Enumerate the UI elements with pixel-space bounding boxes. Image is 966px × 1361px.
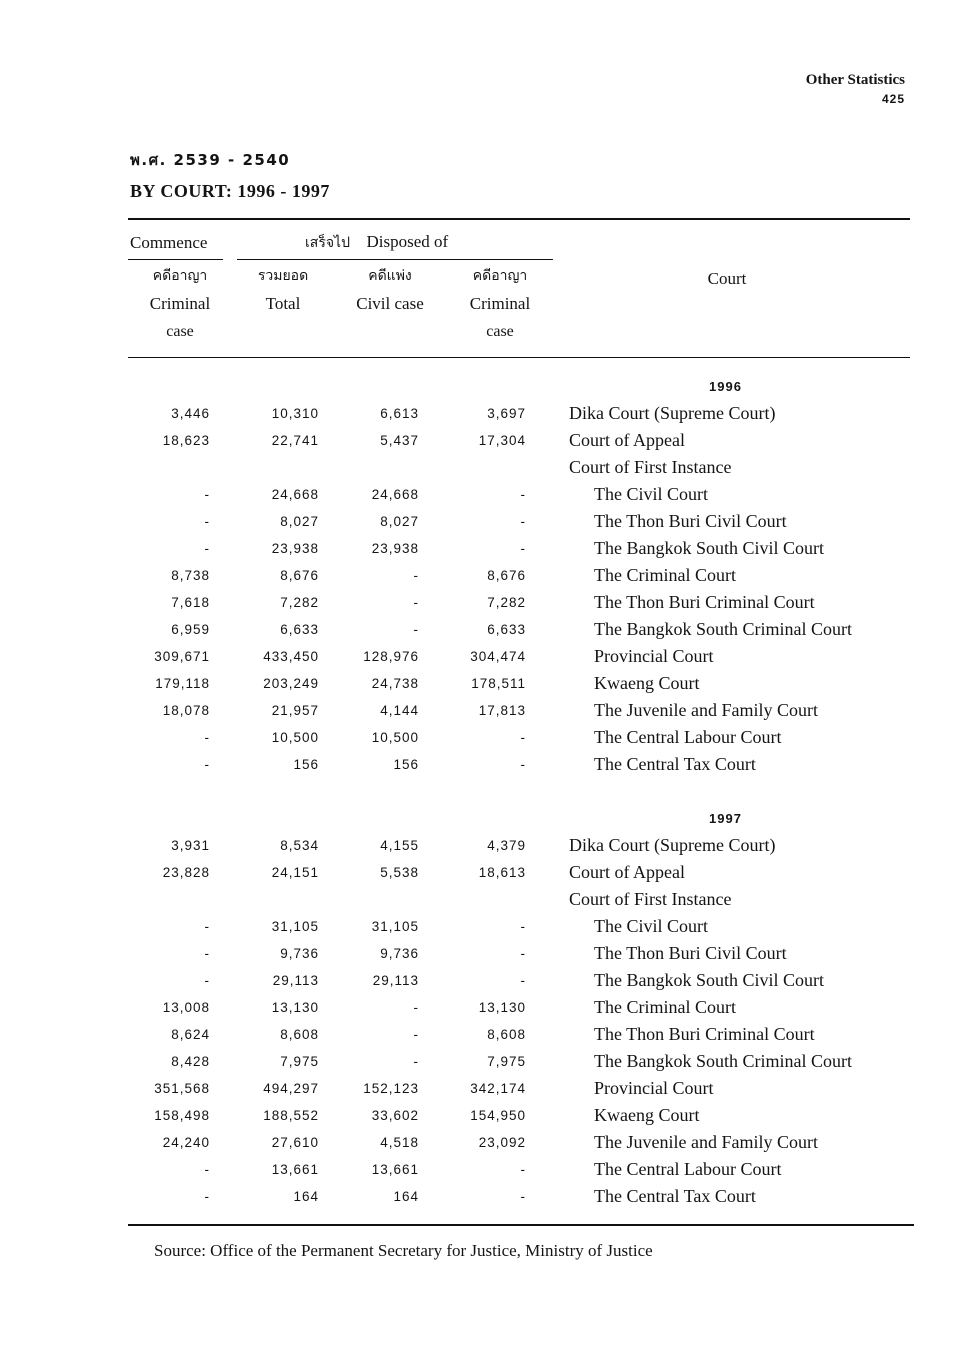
cell-disposed-criminal: - bbox=[520, 919, 526, 934]
cell-disposed-criminal: - bbox=[520, 730, 526, 745]
cell-court-name: The Bangkok South Criminal Court bbox=[594, 1051, 852, 1071]
cell-court-name: The Thon Buri Criminal Court bbox=[594, 592, 815, 612]
cell-total: 24,151 bbox=[271, 865, 319, 880]
cell-commence-criminal: - bbox=[204, 1162, 210, 1177]
cell-court-name: The Bangkok South Civil Court bbox=[594, 538, 825, 558]
cell-total: 8,676 bbox=[280, 568, 319, 583]
cell-court-name: Court of First Instance bbox=[569, 457, 732, 477]
cell-commence-criminal: 3,931 bbox=[171, 838, 210, 853]
cell-court-name: The Criminal Court bbox=[594, 997, 736, 1017]
cell-civil-case: 24,738 bbox=[371, 676, 419, 691]
cell-disposed-criminal: 8,676 bbox=[487, 568, 526, 583]
cell-commence-criminal: - bbox=[204, 757, 210, 772]
table-row bbox=[0, 454, 966, 481]
cell-disposed-criminal: 304,474 bbox=[470, 649, 526, 664]
table-row bbox=[0, 1183, 966, 1210]
table-row bbox=[0, 1021, 966, 1048]
cell-civil-case: 8,027 bbox=[380, 514, 419, 529]
cell-court-name: Dika Court (Supreme Court) bbox=[569, 835, 776, 855]
table-row bbox=[0, 940, 966, 967]
cell-disposed-criminal: - bbox=[520, 1189, 526, 1204]
cell-commence-criminal: 309,671 bbox=[154, 649, 210, 664]
cell-civil-case: 23,938 bbox=[371, 541, 419, 556]
header-disposed-thai: เสร็จไป bbox=[305, 235, 350, 251]
cell-court-name: The Criminal Court bbox=[594, 565, 736, 585]
table-row bbox=[0, 913, 966, 940]
table-row bbox=[0, 616, 966, 643]
cell-total: 164 bbox=[293, 1189, 319, 1204]
cell-civil-case: 4,518 bbox=[380, 1135, 419, 1150]
table-row bbox=[0, 724, 966, 751]
header-disposed-english: Disposed of bbox=[366, 232, 449, 251]
cell-total: 9,736 bbox=[280, 946, 319, 961]
source-note: Source: Office of the Permanent Secretary for Justice, Ministry of Justice bbox=[154, 1241, 653, 1260]
table-row bbox=[0, 994, 966, 1021]
cell-court-name: The Juvenile and Family Court bbox=[594, 1132, 818, 1152]
cell-disposed-criminal: 342,174 bbox=[470, 1081, 526, 1096]
year-label: 1997 bbox=[709, 811, 742, 826]
cell-commence-criminal: 24,240 bbox=[162, 1135, 210, 1150]
cell-disposed-criminal: - bbox=[520, 541, 526, 556]
cell-court-name: The Bangkok South Civil Court bbox=[594, 970, 825, 990]
cell-commence-criminal: 158,498 bbox=[154, 1108, 210, 1123]
cell-total: 188,552 bbox=[263, 1108, 319, 1123]
cell-total: 8,534 bbox=[280, 838, 319, 853]
cell-civil-case: 9,736 bbox=[380, 946, 419, 961]
cell-total: 8,608 bbox=[280, 1027, 319, 1042]
cell-disposed-criminal: - bbox=[520, 514, 526, 529]
cell-disposed-criminal: - bbox=[520, 757, 526, 772]
cell-civil-case: 33,602 bbox=[371, 1108, 419, 1123]
cell-disposed-criminal: - bbox=[520, 487, 526, 502]
table-row bbox=[0, 535, 966, 562]
page-header bbox=[806, 70, 905, 108]
cell-court-name: The Central Tax Court bbox=[594, 1186, 756, 1206]
cell-disposed-criminal: 17,304 bbox=[478, 433, 526, 448]
cell-commence-criminal: 7,618 bbox=[171, 595, 210, 610]
cell-total: 29,113 bbox=[272, 973, 319, 988]
cell-total: 27,610 bbox=[271, 1135, 319, 1150]
cell-disposed-criminal: 6,633 bbox=[487, 622, 526, 637]
header-bottom-rule bbox=[128, 357, 910, 358]
cell-court-name: Kwaeng Court bbox=[594, 1105, 700, 1125]
cell-court-name: The Juvenile and Family Court bbox=[594, 700, 818, 720]
cell-total: 7,975 bbox=[280, 1054, 319, 1069]
cell-civil-case: 6,613 bbox=[380, 406, 419, 421]
cell-commence-criminal: 8,428 bbox=[171, 1054, 210, 1069]
cell-civil-case: - bbox=[413, 1000, 419, 1015]
cell-court-name: Provincial Court bbox=[594, 1078, 714, 1098]
table-row bbox=[0, 481, 966, 508]
table-row bbox=[0, 1048, 966, 1075]
table-row bbox=[0, 643, 966, 670]
table-row bbox=[0, 751, 966, 778]
header-commence: Commence bbox=[130, 233, 208, 252]
cell-commence-criminal: 23,828 bbox=[162, 865, 210, 880]
cell-civil-case: 29,113 bbox=[372, 973, 419, 988]
cell-commence-criminal: - bbox=[204, 730, 210, 745]
cell-commence-criminal: 6,959 bbox=[171, 622, 210, 637]
table-row bbox=[0, 1156, 966, 1183]
header-commence-criminal: คดีอาญา Criminal case bbox=[149, 268, 211, 340]
table-row bbox=[0, 859, 966, 886]
table-row bbox=[0, 1102, 966, 1129]
header-commence-rule bbox=[128, 259, 223, 260]
cell-civil-case: 128,976 bbox=[363, 649, 419, 664]
cell-court-name: The Bangkok South Criminal Court bbox=[594, 619, 852, 639]
cell-civil-case: 164 bbox=[393, 1189, 419, 1204]
cell-civil-case: - bbox=[413, 1027, 419, 1042]
cell-court-name: Court of First Instance bbox=[569, 889, 732, 909]
cell-total: 22,741 bbox=[271, 433, 319, 448]
cell-total: 10,500 bbox=[271, 730, 319, 745]
cell-civil-case: 24,668 bbox=[371, 487, 419, 502]
cell-civil-case: 13,661 bbox=[371, 1162, 419, 1177]
cell-civil-case: - bbox=[413, 1054, 419, 1069]
cell-court-name: Court of Appeal bbox=[569, 430, 685, 450]
cell-commence-criminal: - bbox=[204, 946, 210, 961]
header-court: Court bbox=[707, 269, 747, 288]
cell-disposed-criminal: 3,697 bbox=[487, 406, 526, 421]
header-civil-case: คดีแพ่ง Civil case bbox=[356, 268, 424, 313]
cell-total: 13,130 bbox=[271, 1000, 319, 1015]
table-row bbox=[0, 886, 966, 913]
cell-total: 8,027 bbox=[280, 514, 319, 529]
cell-total: 6,633 bbox=[280, 622, 319, 637]
header-disposed-criminal: คดีอาญา Criminal case bbox=[469, 268, 531, 340]
cell-total: 203,249 bbox=[263, 676, 319, 691]
cell-civil-case: 31,105 bbox=[371, 919, 419, 934]
cell-disposed-criminal: 23,092 bbox=[478, 1135, 526, 1150]
title-english: BY COURT: 1996 - 1997 bbox=[130, 181, 330, 201]
cell-total: 494,297 bbox=[263, 1081, 319, 1096]
table-row bbox=[0, 427, 966, 454]
table-row bbox=[0, 562, 966, 589]
table-row bbox=[0, 670, 966, 697]
cell-commence-criminal: - bbox=[204, 514, 210, 529]
cell-civil-case: 4,155 bbox=[380, 838, 419, 853]
cell-commence-criminal: 351,568 bbox=[154, 1081, 210, 1096]
cell-civil-case: 156 bbox=[393, 757, 419, 772]
cell-total: 433,450 bbox=[263, 649, 319, 664]
cell-commence-criminal: - bbox=[204, 541, 210, 556]
cell-total: 24,668 bbox=[271, 487, 319, 502]
cell-civil-case: - bbox=[413, 595, 419, 610]
cell-disposed-criminal: 13,130 bbox=[478, 1000, 526, 1015]
cell-court-name: The Thon Buri Civil Court bbox=[594, 943, 787, 963]
cell-civil-case: 152,123 bbox=[363, 1081, 419, 1096]
year-label: 1996 bbox=[709, 379, 742, 394]
cell-disposed-criminal: - bbox=[520, 1162, 526, 1177]
cell-commence-criminal: 3,446 bbox=[171, 406, 210, 421]
table-row bbox=[0, 1129, 966, 1156]
cell-court-name: Dika Court (Supreme Court) bbox=[569, 403, 776, 423]
cell-commence-criminal: 179,118 bbox=[155, 676, 210, 691]
cell-total: 23,938 bbox=[271, 541, 319, 556]
cell-disposed-criminal: 18,613 bbox=[478, 865, 526, 880]
table-titles bbox=[130, 146, 330, 208]
cell-commence-criminal: 13,008 bbox=[162, 1000, 210, 1015]
cell-civil-case: - bbox=[413, 568, 419, 583]
cell-civil-case: 5,538 bbox=[380, 865, 419, 880]
title-thai: พ.ศ. 2539 - 2540 bbox=[130, 151, 291, 169]
cell-disposed-criminal: - bbox=[520, 973, 526, 988]
table-row bbox=[0, 508, 966, 535]
table-bottom-rule bbox=[128, 1224, 914, 1226]
cell-disposed-criminal: 4,379 bbox=[487, 838, 526, 853]
cell-disposed-criminal: 7,975 bbox=[487, 1054, 526, 1069]
table-row bbox=[0, 400, 966, 427]
table-row bbox=[0, 967, 966, 994]
cell-disposed-criminal: 8,608 bbox=[487, 1027, 526, 1042]
cell-commence-criminal: - bbox=[204, 973, 210, 988]
cell-commence-criminal: 18,078 bbox=[162, 703, 210, 718]
cell-civil-case: 5,437 bbox=[380, 433, 419, 448]
cell-disposed-criminal: 154,950 bbox=[470, 1108, 526, 1123]
table-row bbox=[0, 589, 966, 616]
page-number: 425 bbox=[881, 92, 905, 106]
table-row bbox=[0, 832, 966, 859]
cell-total: 7,282 bbox=[280, 595, 319, 610]
cell-civil-case: - bbox=[413, 622, 419, 637]
cell-court-name: The Civil Court bbox=[594, 916, 708, 936]
cell-commence-criminal: - bbox=[204, 919, 210, 934]
cell-total: 13,661 bbox=[271, 1162, 319, 1177]
header-disposed-rule bbox=[237, 259, 553, 260]
cell-total: 156 bbox=[293, 757, 319, 772]
cell-disposed-criminal: - bbox=[520, 946, 526, 961]
cell-total: 31,105 bbox=[271, 919, 319, 934]
cell-total: 21,957 bbox=[271, 703, 319, 718]
section-title: Other Statistics bbox=[805, 72, 905, 88]
cell-court-name: The Civil Court bbox=[594, 484, 708, 504]
cell-total: 10,310 bbox=[271, 406, 319, 421]
cell-court-name: The Central Tax Court bbox=[594, 754, 756, 774]
cell-court-name: The Thon Buri Civil Court bbox=[594, 511, 787, 531]
cell-commence-criminal: 18,623 bbox=[162, 433, 210, 448]
cell-court-name: The Thon Buri Criminal Court bbox=[594, 1024, 815, 1044]
cell-commence-criminal: 8,624 bbox=[171, 1027, 210, 1042]
header-total: รวมยอด Total bbox=[257, 268, 309, 313]
cell-civil-case: 4,144 bbox=[380, 703, 419, 718]
cell-commence-criminal: 8,738 bbox=[171, 568, 210, 583]
table-top-rule bbox=[128, 218, 910, 220]
cell-civil-case: 10,500 bbox=[371, 730, 419, 745]
cell-court-name: Provincial Court bbox=[594, 646, 714, 666]
cell-disposed-criminal: 7,282 bbox=[487, 595, 526, 610]
cell-court-name: Kwaeng Court bbox=[594, 673, 700, 693]
cell-court-name: Court of Appeal bbox=[569, 862, 685, 882]
cell-court-name: The Central Labour Court bbox=[594, 1159, 782, 1179]
cell-commence-criminal: - bbox=[204, 487, 210, 502]
cell-court-name: The Central Labour Court bbox=[594, 727, 782, 747]
cell-disposed-criminal: 17,813 bbox=[478, 703, 526, 718]
table-row bbox=[0, 697, 966, 724]
header-disposed-group bbox=[305, 228, 448, 257]
table-row bbox=[0, 1075, 966, 1102]
cell-commence-criminal: - bbox=[204, 1189, 210, 1204]
cell-disposed-criminal: 178,511 bbox=[471, 676, 526, 691]
